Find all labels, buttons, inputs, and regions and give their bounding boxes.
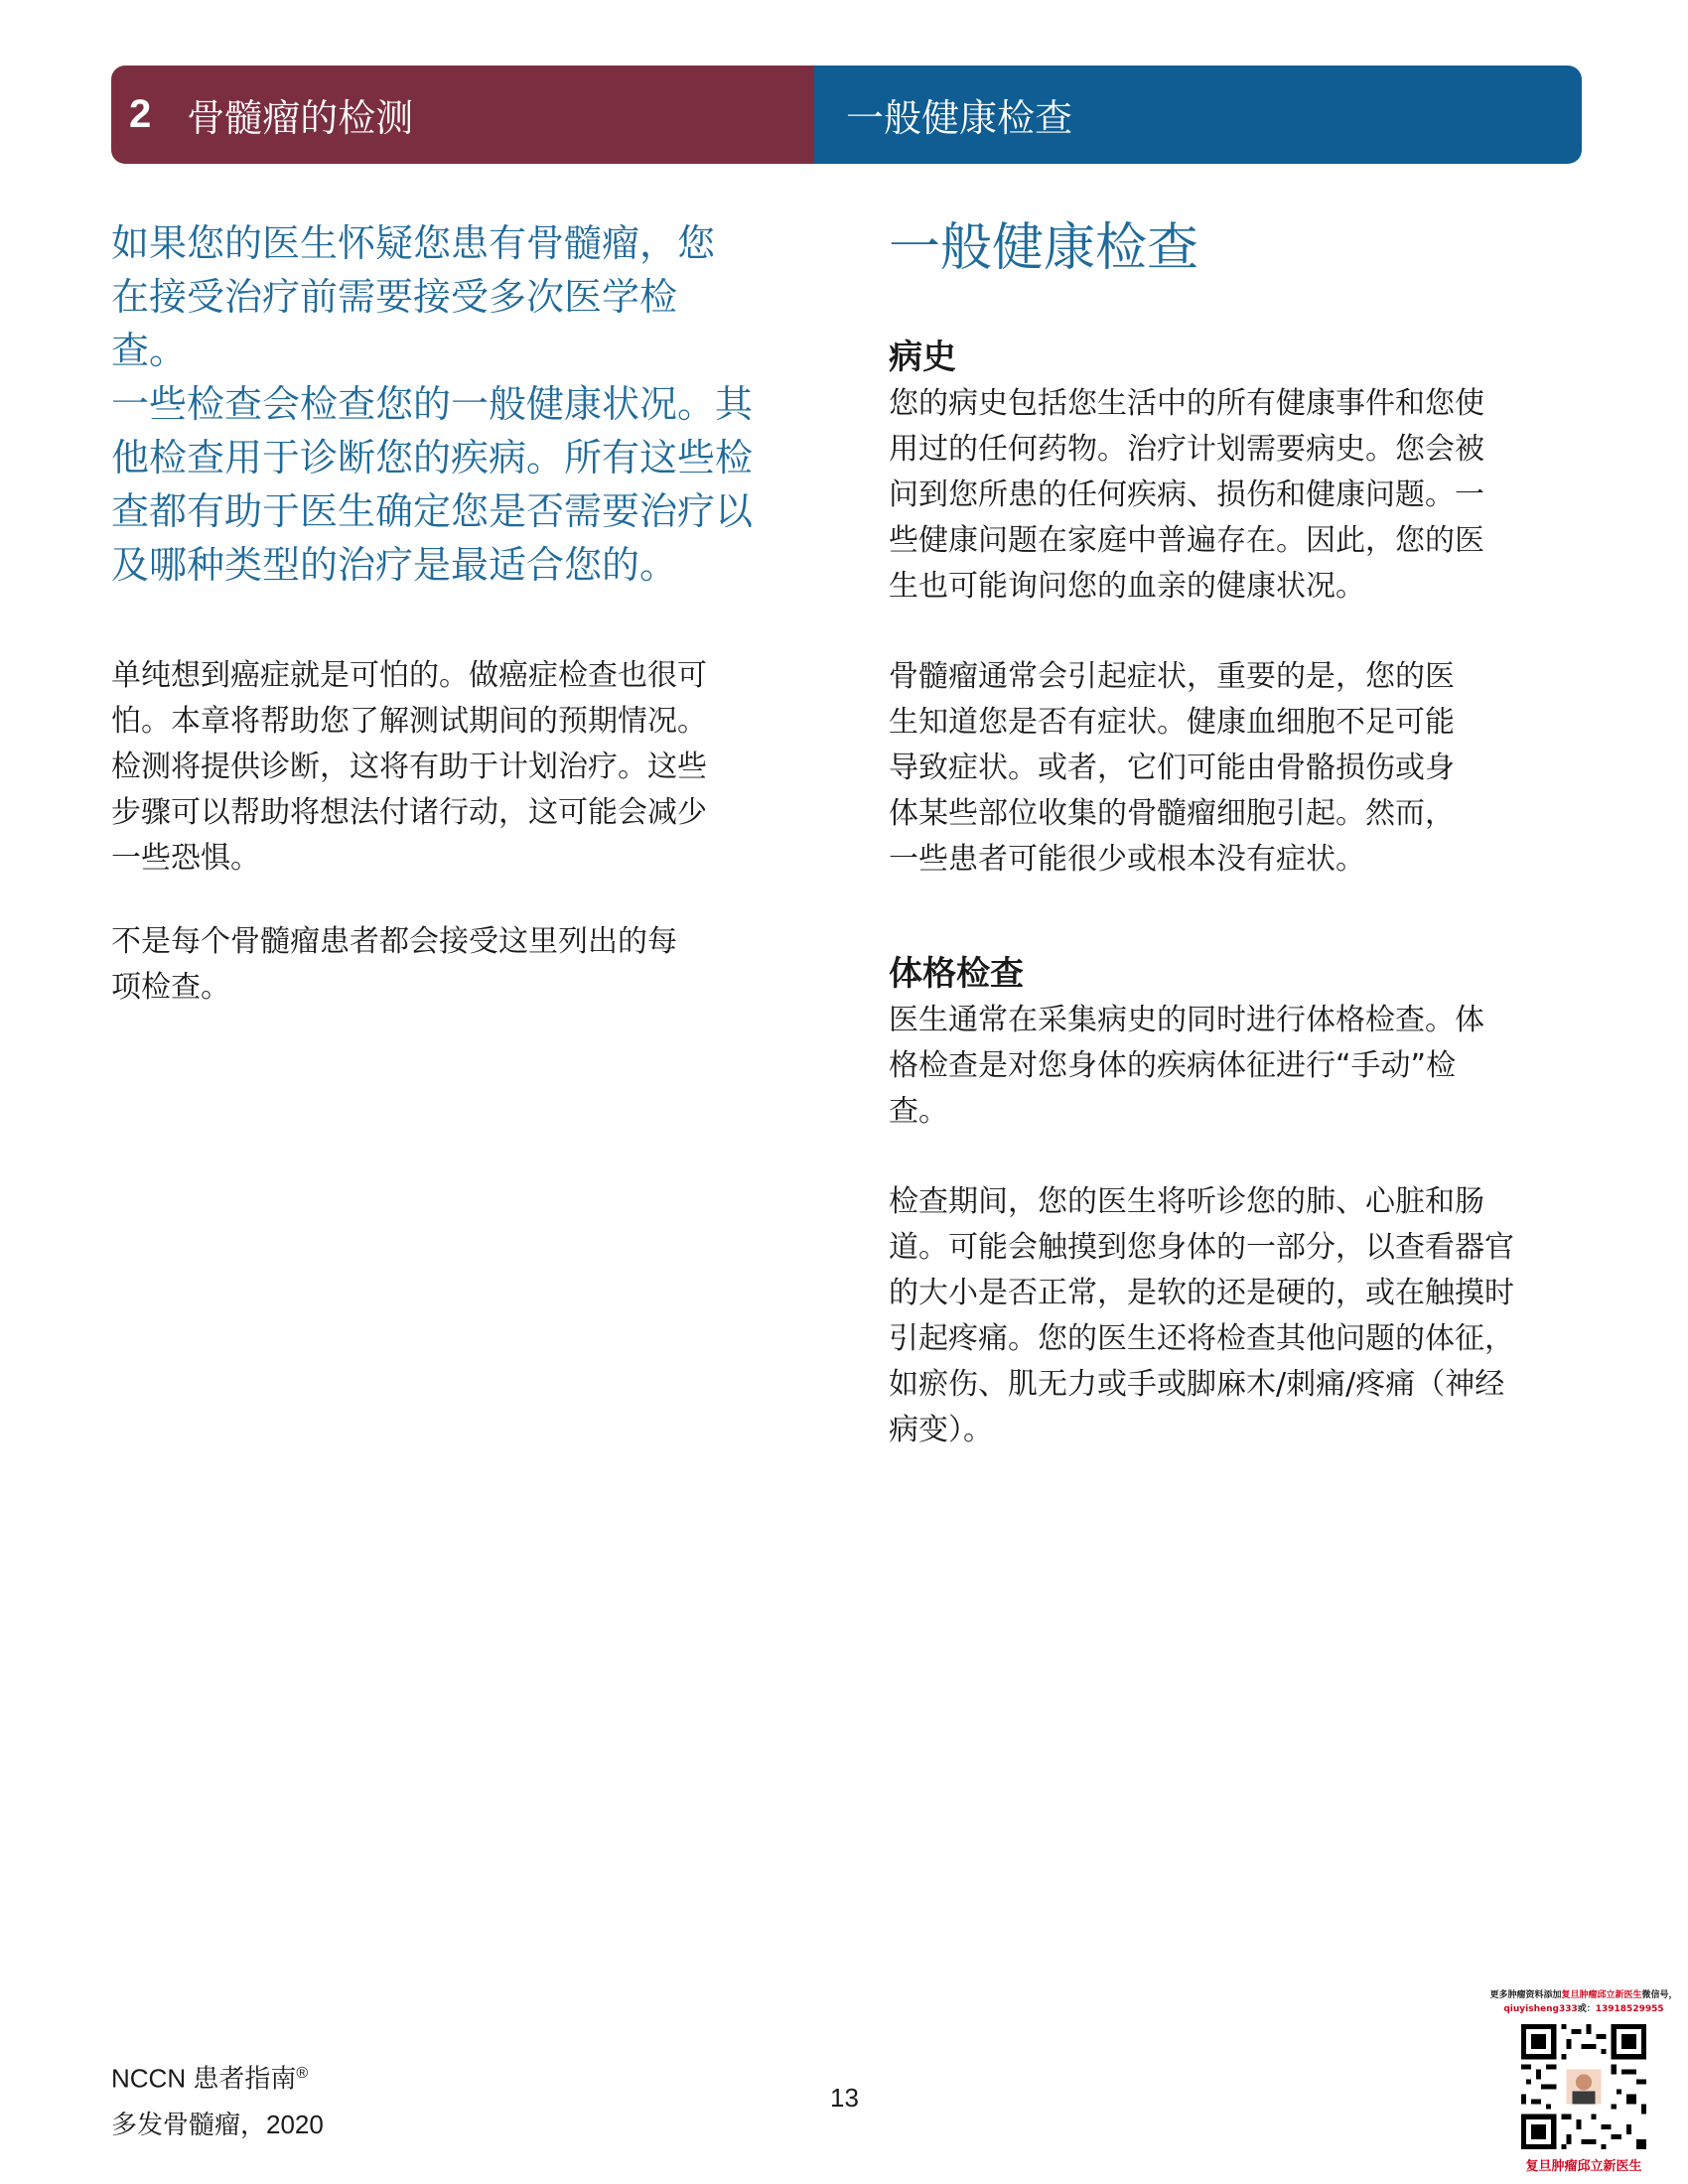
note-text: qiuyisheng333 (1503, 2004, 1578, 2014)
text-line: 病变）。 (889, 1413, 993, 1447)
medical-history-heading: 病史 (889, 338, 956, 377)
text-line: 一些患者可能很少或根本没有症状。 (889, 842, 1365, 877)
section-heading: 一般健康检查 (889, 218, 1199, 278)
text-line: 一些恐惧。 (111, 841, 260, 876)
text-line: 体某些部位收集的骨髓瘤细胞引起。然而， (889, 796, 1455, 831)
intro-line: 在接受治疗前需要接受多次医学检 (111, 275, 678, 319)
text-line: 不是每个骨髓瘤患者都会接受这里列出的每 (111, 924, 677, 959)
watermark-note (1481, 1988, 1686, 2016)
text-line: 查。 (889, 1094, 948, 1129)
text-line: 格检查是对您身体的疾病体征进行“手动”检 (889, 1048, 1457, 1083)
section-header-title: 一般健康检查 (846, 96, 1073, 140)
note-text: 13918529955 (1595, 2004, 1664, 2014)
chapter-title: 骨髓瘤的检测 (187, 96, 414, 140)
physical-exam-heading: 体格检查 (889, 954, 1024, 994)
text-line: 骨髓瘤通常会引起症状，重要的是，您的医 (889, 659, 1455, 694)
text-line: 问到您所患的任何疾病、损伤和健康问题。一 (889, 478, 1484, 512)
note-text: 微信号， (1641, 1990, 1678, 2000)
text-line: 您的病史包括您生活中的所有健康事件和您使 (889, 386, 1484, 421)
text-line: 些健康问题在家庭中普遍存在。因此，您的医 (889, 523, 1484, 558)
text-line: 引起疼痛。您的医生还将检查其他问题的体征， (889, 1321, 1514, 1356)
note-text: 或： (1577, 2004, 1596, 2014)
intro-line: 如果您的医生怀疑您患有骨髓瘤，您 (111, 221, 716, 265)
text-line: 道。可能会触摸到您身体的一部分，以查看器官 (889, 1230, 1514, 1265)
text-line: 检查期间，您的医生将听诊您的肺、心脏和肠 (889, 1184, 1484, 1219)
physical-exam-paragraph (889, 998, 1589, 1135)
fear-paragraph (111, 653, 776, 882)
intro-line: 查都有助于医生确定您是否需要治疗以 (111, 489, 754, 533)
intro-line: 查。 (111, 329, 188, 372)
qr-caption: 复旦肿瘤邱立新医生 (1525, 2159, 1642, 2174)
symptoms-paragraph (889, 654, 1589, 883)
intro-line: 一些检查会检查您的一般健康状况。其 (111, 382, 754, 426)
note-text: 更多肿瘤资料添加 (1489, 1990, 1562, 2000)
guide-subtitle: 多发骨髓瘤，2020 (111, 2109, 324, 2139)
footer-guide-info (111, 2051, 324, 2147)
intro-paragraph (111, 216, 776, 592)
text-line: 的大小是否正常，是软的还是硬的，或在触摸时 (889, 1276, 1514, 1310)
qr-watermark (1481, 1988, 1686, 2174)
qr-code-icon[interactable] (1521, 2024, 1646, 2149)
medical-history-paragraph (889, 381, 1589, 610)
text-line: 如瘀伤、肌无力或手或脚麻木/刺痛/疼痛（神经 (889, 1367, 1505, 1402)
registered-mark: ® (296, 2065, 309, 2082)
text-line: 步骤可以帮助将想法付诸行动，这可能会减少 (111, 795, 707, 830)
text-line: 生知道您是否有症状。健康血细胞不足可能 (889, 705, 1455, 740)
text-line: 怕。本章将帮助您了解测试期间的预期情况。 (111, 704, 707, 739)
chapter-header (111, 66, 814, 164)
chapter-number: 2 (129, 92, 152, 136)
text-line: 项检查。 (111, 970, 230, 1005)
text-line: 检测将提供诊断，这将有助于计划治疗。这些 (111, 750, 707, 784)
exam-details-paragraph (889, 1179, 1589, 1453)
guide-name: NCCN 患者指南 (111, 2063, 297, 2094)
text-line: 生也可能询问您的血亲的健康状况。 (889, 569, 1365, 604)
note-text: 复旦肿瘤邱立新医生 (1561, 1990, 1642, 2000)
text-line: 医生通常在采集病史的同时进行体格检查。体 (889, 1003, 1484, 1037)
text-line: 单纯想到癌症就是可怕的。做癌症检查也很可 (111, 658, 707, 693)
right-column (889, 212, 1589, 1453)
text-line: 用过的任何药物。治疗计划需要病史。您会被 (889, 432, 1484, 467)
section-header (814, 66, 1582, 164)
intro-line: 及哪种类型的治疗是最适合您的。 (111, 543, 678, 587)
not-every-patient-paragraph (111, 919, 776, 1011)
page-number: 13 (830, 2083, 859, 2113)
intro-line: 他检查用于诊断您的疾病。所有这些检 (111, 436, 754, 479)
text-line: 导致症状。或者，它们可能由骨骼损伤或身 (889, 751, 1455, 785)
left-column (111, 216, 776, 1011)
